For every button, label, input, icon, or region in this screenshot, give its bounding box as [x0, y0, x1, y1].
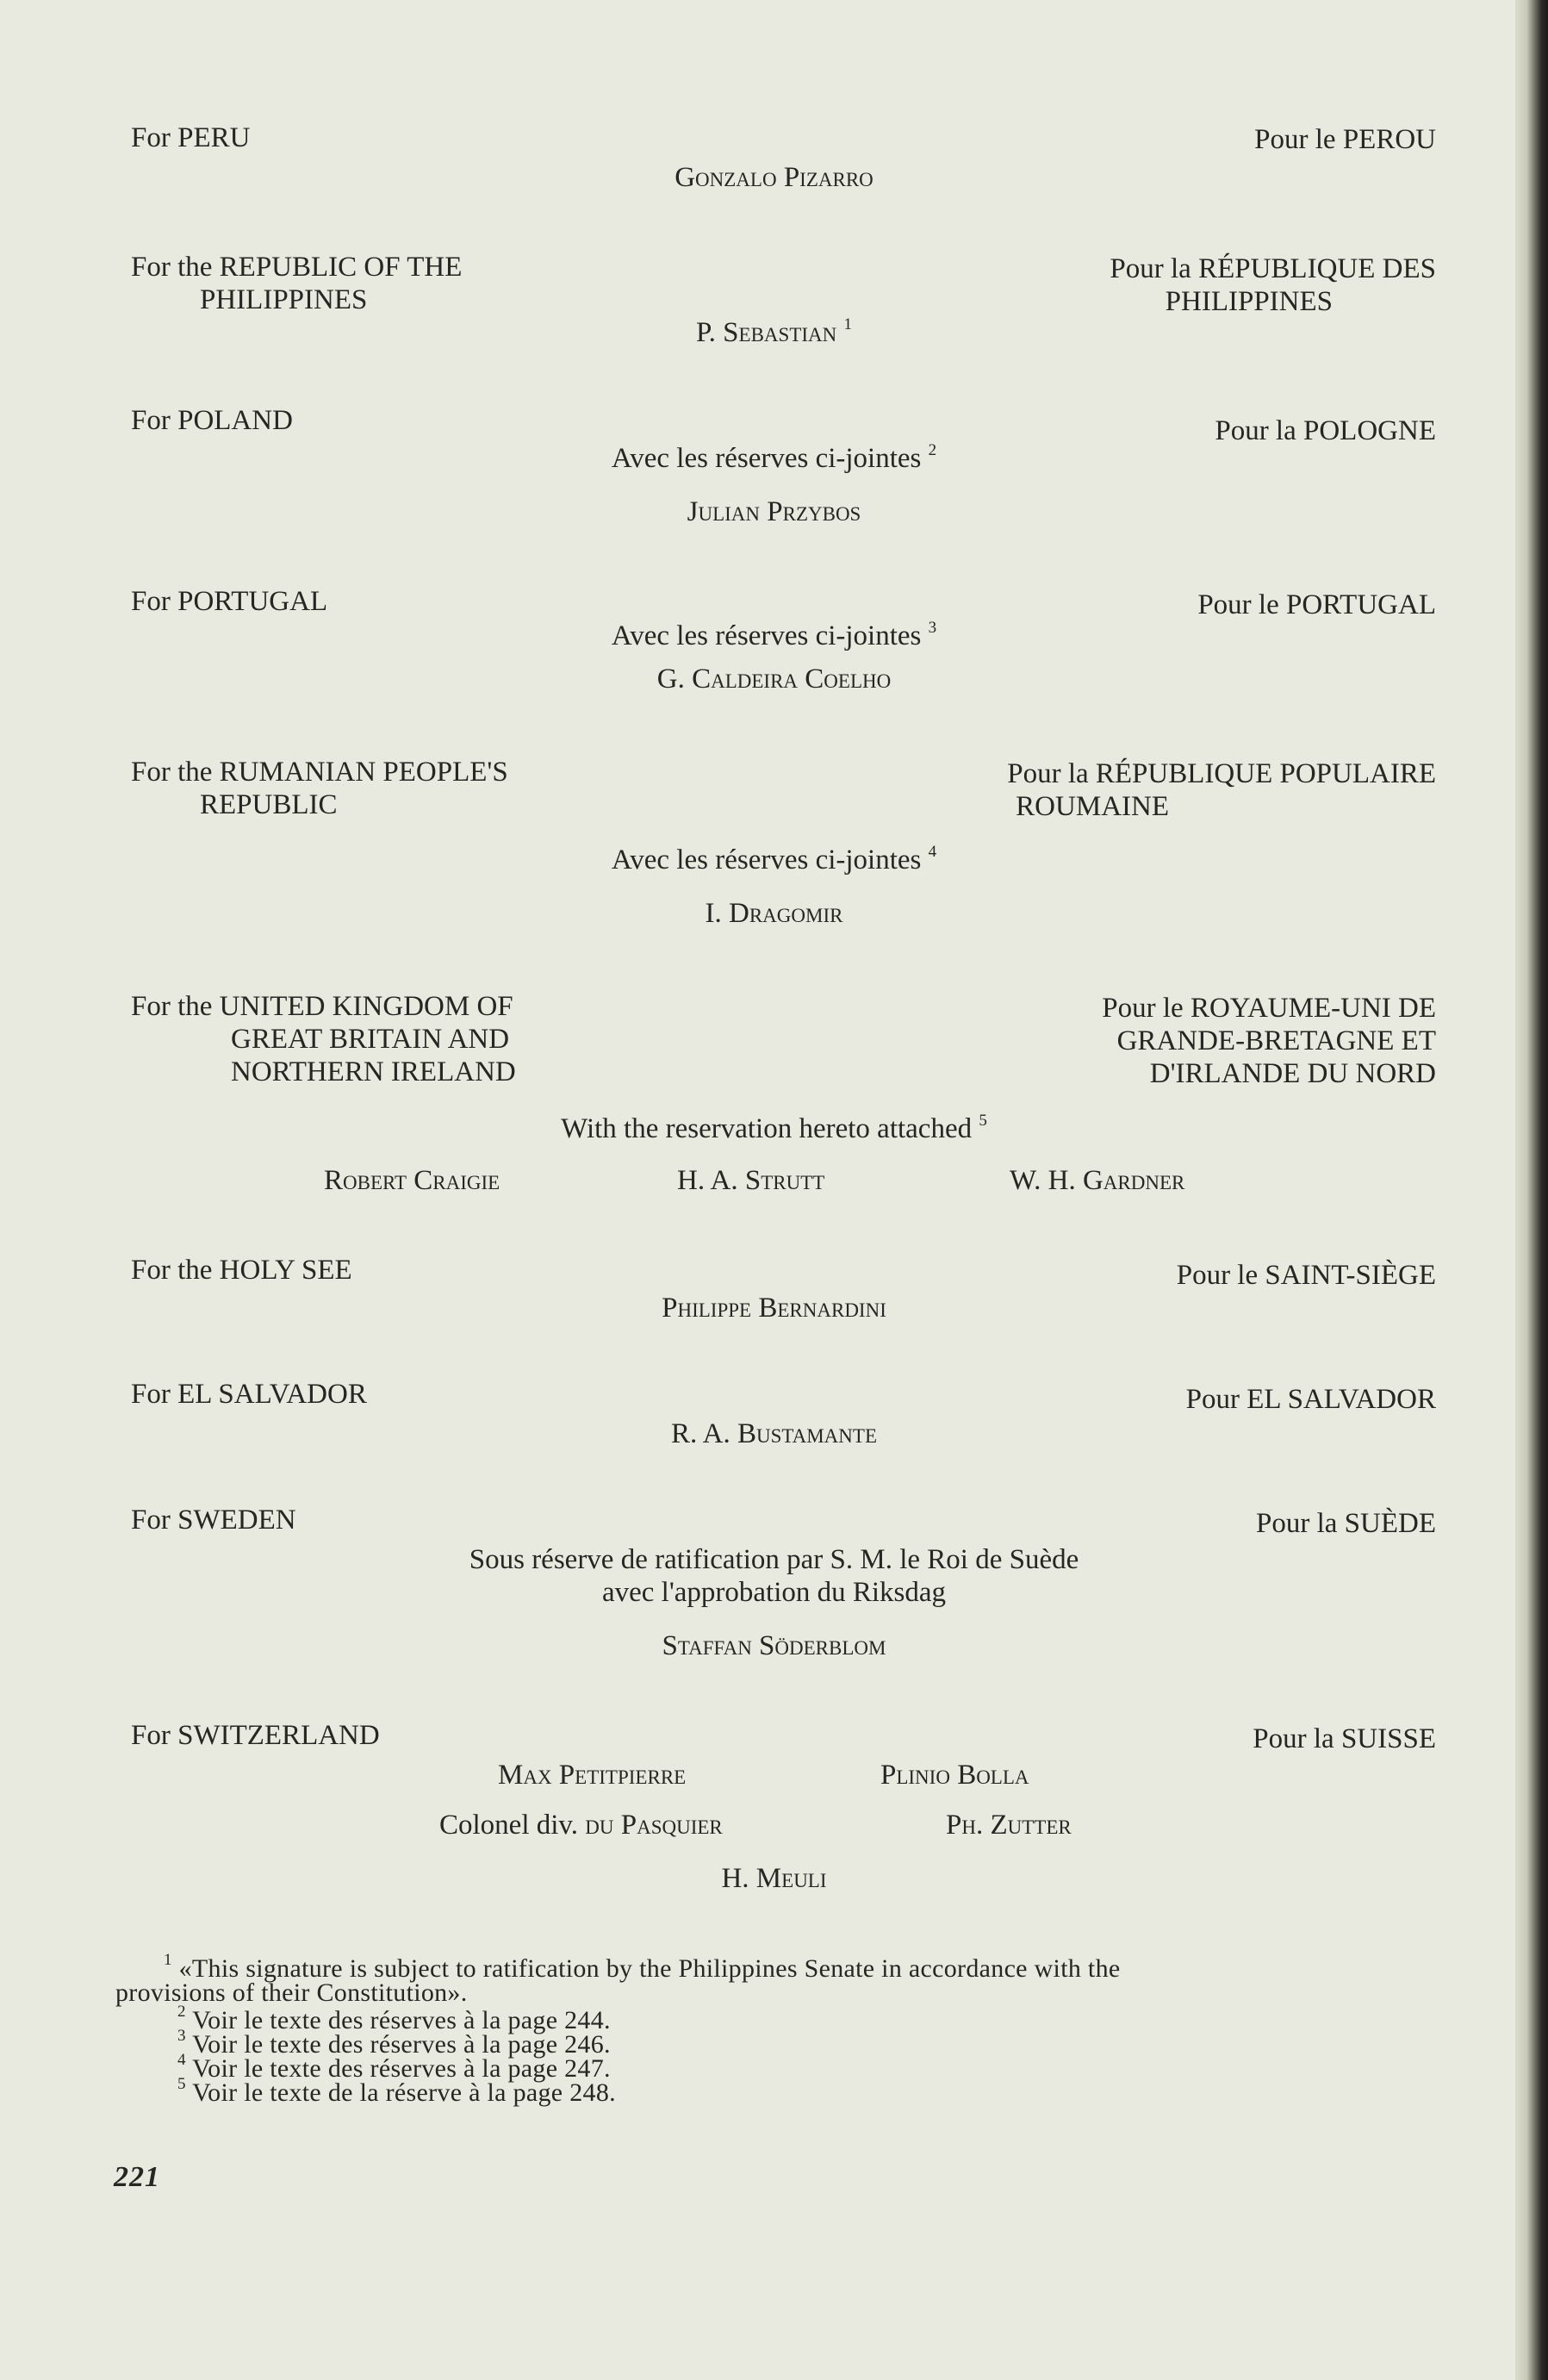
signature-el-salvador: R. A. Bustamante — [670, 1418, 878, 1449]
country-fr-sweden: Pour la SUÈDE — [1256, 1508, 1436, 1539]
signature-portugal: G. Caldeira Coelho — [656, 664, 892, 695]
country-fr-poland: Pour la POLOGNE — [1215, 415, 1436, 446]
footnote-ref: 4 — [928, 843, 937, 861]
country-en-switzerland: For SWITZERLAND — [131, 1720, 380, 1751]
country-en-uk-line1: For the UNITED KINGDOM OF — [131, 991, 513, 1022]
signature-uk-strutt: H. A. Strutt — [677, 1165, 825, 1196]
footnote-1-line2: provisions of their Constitution». — [115, 1978, 468, 2007]
reservation-sweden-line1: Sous réserve de ratification par S. M. le Roi de Suède — [469, 1544, 1079, 1575]
footnote-2: $^2$ Voir le texte des réserves à la page 244. — [177, 2003, 611, 2034]
footnote-4: $^4$ Voir le texte des réserves à la page 247. — [177, 2051, 611, 2083]
country-en-peru: For PERU — [131, 122, 251, 153]
country-en-portugal: For PORTUGAL — [131, 586, 328, 617]
country-en-uk-line3: NORTHERN IRELAND — [231, 1056, 516, 1087]
signature-holy-see: Philippe Bernardini — [662, 1293, 886, 1324]
country-fr-philippines-line2: PHILIPPINES — [1165, 286, 1333, 317]
reservation-portugal: Avec les réserves ci-jointes $^3$ — [611, 619, 937, 651]
footnote-5: $^5$ Voir le texte de la réserve à la page 248. — [177, 2075, 616, 2107]
footnote-3: $^3$ Voir le texte des réserves à la page 246. — [177, 2027, 611, 2059]
country-en-el-salvador: For EL SALVADOR — [131, 1379, 367, 1410]
footnote-1-line1: $^1$ «This signature is subject to ratification by the Philippines Senate in accordance with the — [164, 1951, 1121, 1983]
signature-swiss-zutter: Ph. Zutter — [946, 1810, 1072, 1841]
footnote-ref: 2 — [928, 441, 937, 459]
country-fr-uk-line1: Pour le ROYAUME-UNI DE — [1102, 993, 1436, 1024]
country-en-sweden: For SWEDEN — [131, 1505, 296, 1536]
signature-rumania: I. Dragomir — [705, 898, 843, 929]
country-fr-peru: Pour le PEROU — [1254, 124, 1436, 155]
reservation-poland: Avec les réserves ci-jointes $^2$ — [611, 441, 937, 474]
country-fr-el-salvador: Pour EL SALVADOR — [1185, 1384, 1436, 1415]
signature-peru: Gonzalo Pizarro — [675, 162, 873, 193]
page-number: 221 — [114, 2161, 160, 2193]
country-en-rumania-line2: REPUBLIC — [200, 789, 338, 820]
country-en-poland: For POLAND — [131, 405, 293, 436]
footnote-ref: 1 — [843, 315, 853, 333]
signature-swiss-bolla: Plinio Bolla — [880, 1760, 1029, 1791]
reservation-uk: With the reservation hereto attached $^5$ — [561, 1112, 987, 1144]
signature-poland: Julian Przybos — [687, 496, 861, 527]
reservation-rumania: Avec les réserves ci-jointes $^4$ — [611, 843, 937, 875]
country-en-holy-see: For the HOLY SEE — [131, 1255, 352, 1286]
country-en-philippines-line2: PHILIPPINES — [200, 284, 368, 315]
signature-philippines: P. Sebastian $^1$ — [695, 315, 853, 348]
country-fr-switzerland: Pour la SUISSE — [1253, 1723, 1436, 1754]
signature-swiss-petitpierre: Max Petitpierre — [498, 1760, 687, 1791]
country-fr-rumania-line2: ROUMAINE — [1016, 791, 1169, 822]
signature-uk-gardner: W. H. Gardner — [1010, 1165, 1185, 1196]
country-fr-philippines-line1: Pour la RÉPUBLIQUE DES — [1110, 253, 1436, 284]
signature-uk-craigie: Robert Craigie — [324, 1165, 500, 1196]
reservation-sweden-line2: avec l'approbation du Riksdag — [601, 1577, 947, 1608]
footnote-ref: 3 — [928, 619, 937, 637]
country-fr-uk-line2: GRANDE-BRETAGNE ET — [1116, 1025, 1436, 1056]
country-en-uk-line2: GREAT BRITAIN AND — [231, 1024, 510, 1055]
country-fr-rumania-line1: Pour la RÉPUBLIQUE POPULAIRE — [1007, 758, 1436, 789]
page-edge-shadow — [1515, 0, 1548, 2380]
signature-sweden: Staffan Söderblom — [662, 1630, 886, 1661]
footnote-ref: 5 — [979, 1112, 987, 1130]
country-fr-portugal: Pour le PORTUGAL — [1197, 589, 1436, 620]
country-fr-holy-see: Pour le SAINT-SIÈGE — [1176, 1260, 1436, 1291]
signature-swiss-du-pasquier: Colonel div. du Pasquier — [439, 1810, 723, 1841]
signature-swiss-meuli: H. Meuli — [721, 1863, 827, 1894]
country-en-rumania-line1: For the RUMANIAN PEOPLE'S — [131, 757, 508, 788]
country-en-philippines-line1: For the REPUBLIC OF THE — [131, 252, 463, 283]
country-fr-uk-line3: D'IRLANDE DU NORD — [1149, 1058, 1436, 1089]
